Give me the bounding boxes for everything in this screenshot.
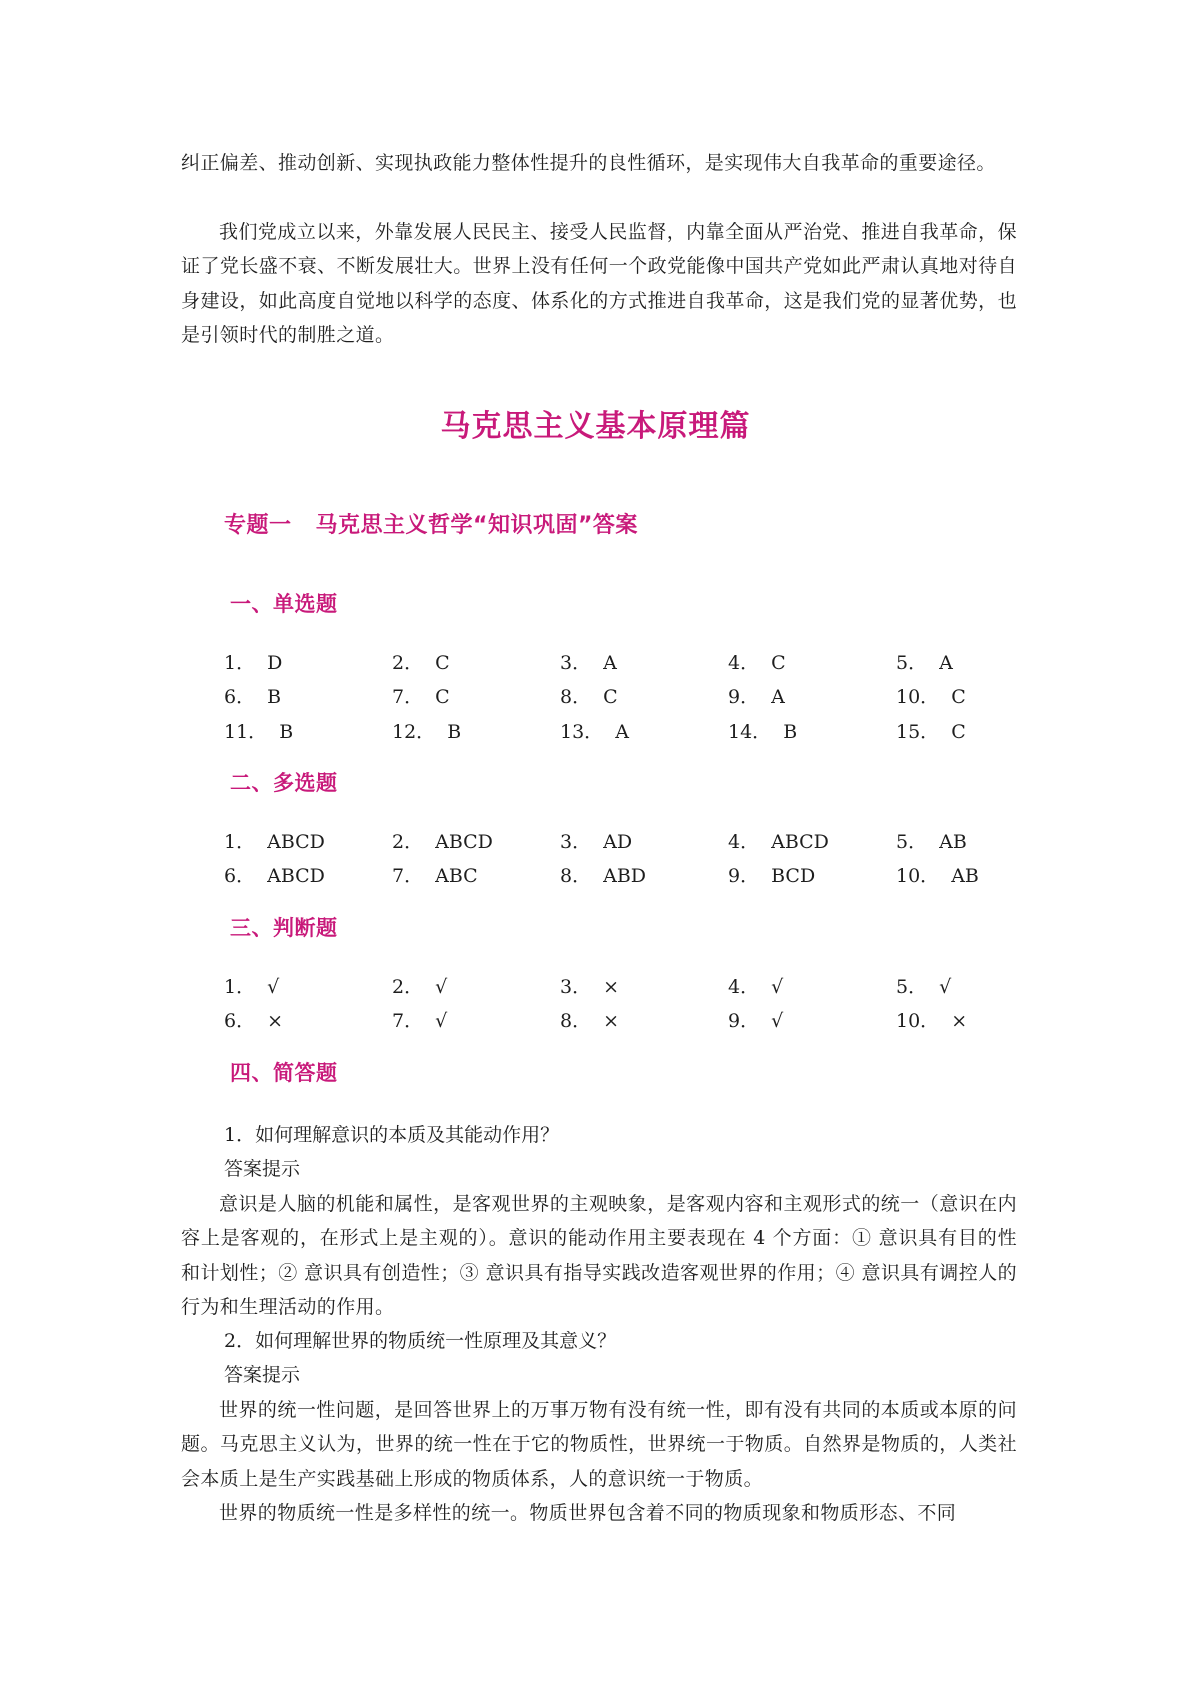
answer-item	[896, 825, 1056, 859]
answer-item	[896, 859, 1056, 893]
answer-number: 6．	[224, 686, 256, 709]
short-answer-2: 世界的统一性问题，是回答世界上的万事万物有没有统一性，即有没有共同的本质或本原的问题。马克思主义认为，世界的统一性在于它的物质性，世界统一于物质。自然界是物质的，人类社会本质上是生产实践基础上形成的物质体系，人的意识统一于物质。	[181, 1399, 1017, 1490]
intro-paragraph-1: 纠正偏差、推动创新、实现执政能力整体性提升的良性循环，是实现伟大自我革命的重要途径。	[181, 152, 996, 174]
answer-item	[392, 646, 552, 680]
answer-number: 4．	[728, 831, 760, 853]
answer-hint-1: 答案提示	[224, 1158, 301, 1180]
short-question-2: 2．如何理解世界的物质统一性原理及其意义？	[224, 1330, 617, 1352]
answer-value: √	[771, 1010, 784, 1033]
answer-row	[224, 970, 1014, 1004]
answer-number: 3．	[560, 831, 592, 853]
answer-item	[560, 680, 720, 714]
answer-item	[392, 970, 552, 1004]
answer-number: 6．	[224, 865, 256, 888]
answer-item	[392, 715, 552, 749]
answer-number: 5．	[896, 976, 928, 998]
answer-hint-2: 答案提示	[224, 1364, 301, 1386]
answer-number: 7．	[392, 865, 424, 888]
answer-number: 1．	[224, 831, 256, 853]
answer-value: √	[939, 976, 952, 998]
short-question-1: 1．如何理解意识的本质及其能动作用？	[224, 1124, 560, 1146]
answer-item	[728, 1004, 888, 1038]
answer-item	[728, 859, 888, 893]
answer-number: 3．	[560, 976, 592, 998]
answer-item	[392, 1004, 552, 1038]
answer-value: ABCD	[435, 831, 493, 853]
single-choice-answers	[224, 646, 1014, 749]
section-title-short-answer: 四、简答题	[230, 1061, 338, 1085]
answer-number: 7．	[392, 686, 424, 709]
answer-value: ABCD	[267, 831, 325, 853]
answer-number: 1．	[224, 652, 256, 674]
answer-value: B	[447, 720, 462, 743]
section-title-multiple-choice: 二、多选题	[230, 771, 338, 795]
answer-value: A	[615, 720, 629, 743]
answer-item	[560, 646, 720, 680]
answer-row	[224, 825, 1014, 859]
answer-value: C	[603, 686, 618, 709]
answer-value: C	[951, 686, 966, 709]
answer-item	[224, 859, 384, 893]
answer-number: 9．	[728, 865, 760, 888]
topic-label: 专题一	[224, 513, 292, 538]
answer-item	[560, 859, 720, 893]
section-title-true-false: 三、判断题	[230, 916, 338, 940]
answer-value: BCD	[771, 865, 816, 888]
answer-item	[224, 1004, 384, 1038]
answer-value: ×	[951, 1010, 968, 1033]
answer-item	[728, 680, 888, 714]
answer-value: AB	[939, 831, 967, 853]
answer-number: 7．	[392, 1010, 424, 1033]
answer-number: 3．	[560, 652, 592, 674]
topic-title	[224, 508, 638, 539]
answer-value: C	[435, 652, 450, 674]
answer-item	[224, 646, 384, 680]
multiple-choice-answers	[224, 825, 1014, 894]
answer-number: 9．	[728, 686, 760, 709]
answer-number: 8．	[560, 865, 592, 888]
answer-row	[224, 859, 1014, 893]
answer-row	[224, 680, 1014, 714]
answer-value: B	[279, 720, 294, 743]
answer-value: A	[603, 652, 617, 674]
answer-number: 10．	[896, 865, 940, 888]
answer-value: B	[267, 686, 282, 709]
answer-item	[896, 970, 1056, 1004]
answer-number: 2．	[392, 831, 424, 853]
answer-number: 10．	[896, 1010, 940, 1033]
answer-item	[560, 1004, 720, 1038]
answer-value: √	[771, 976, 784, 998]
answer-value: ×	[603, 1010, 620, 1033]
answer-item	[896, 1004, 1056, 1038]
answer-row	[224, 1004, 1014, 1038]
answer-value: B	[783, 720, 798, 743]
answer-number: 4．	[728, 976, 760, 998]
answer-value: AD	[603, 831, 633, 853]
answer-number: 11．	[224, 720, 268, 743]
true-false-answers	[224, 970, 1014, 1039]
answer-number: 6．	[224, 1010, 256, 1033]
answer-value: √	[435, 1010, 448, 1033]
answer-value: A	[939, 652, 953, 674]
answer-value: ABCD	[267, 865, 325, 888]
answer-item	[392, 859, 552, 893]
answer-item	[560, 825, 720, 859]
answer-item	[224, 970, 384, 1004]
answer-value: C	[951, 720, 966, 743]
topic-name: 马克思主义哲学“知识巩固”答案	[315, 513, 638, 538]
answer-value: ×	[267, 1010, 284, 1033]
short-answer-2-continued: 世界的物质统一性是多样性的统一。物质世界包含着不同的物质现象和物质形态、不同	[219, 1502, 957, 1524]
answer-item	[392, 825, 552, 859]
answer-value: ABC	[435, 865, 478, 888]
answer-value: C	[771, 652, 786, 674]
answer-item	[224, 825, 384, 859]
answer-value: ABCD	[771, 831, 829, 853]
section-title-single-choice: 一、单选题	[230, 592, 338, 616]
answer-item	[392, 680, 552, 714]
answer-item	[224, 680, 384, 714]
answer-number: 8．	[560, 1010, 592, 1033]
answer-value: √	[435, 976, 448, 998]
answer-number: 14．	[728, 720, 772, 743]
answer-item	[560, 970, 720, 1004]
answer-number: 5．	[896, 652, 928, 674]
answer-value: C	[435, 686, 450, 709]
answer-item	[560, 715, 720, 749]
answer-row	[224, 715, 1014, 749]
answer-number: 2．	[392, 976, 424, 998]
answer-item	[728, 715, 888, 749]
part-title: 马克思主义基本原理篇	[440, 409, 751, 444]
answer-item	[896, 715, 1056, 749]
answer-value: ABD	[603, 865, 647, 888]
answer-number: 10．	[896, 686, 940, 709]
answer-number: 2．	[392, 652, 424, 674]
answer-value: A	[771, 686, 785, 709]
answer-item	[728, 646, 888, 680]
answer-number: 8．	[560, 686, 592, 709]
short-answer-1: 意识是人脑的机能和属性，是客观世界的主观映象，是客观内容和主观形式的统一（意识在内容上是客观的，在形式上是主观的）。意识的能动作用主要表现在 4 个方面：① 意识具有目的性和计划性；② 意识具有创造性；③ 意识具有指导实践改造客观世界的作用；④ 意识具有调控人的行为和生理活动的作用。	[181, 1193, 1017, 1318]
answer-item	[728, 825, 888, 859]
answer-number: 9．	[728, 1010, 760, 1033]
answer-number: 12．	[392, 720, 436, 743]
answer-item	[896, 680, 1056, 714]
answer-number: 15．	[896, 720, 940, 743]
answer-item	[224, 715, 384, 749]
answer-item	[896, 646, 1056, 680]
answer-value: D	[267, 652, 283, 674]
answer-row	[224, 646, 1014, 680]
answer-number: 1．	[224, 976, 256, 998]
intro-paragraph-2: 我们党成立以来，外靠发展人民民主、接受人民监督，内靠全面从严治党、推进自我革命，保证了党长盛不衰、不断发展壮大。世界上没有任何一个政党能像中国共产党如此严肃认真地对待自身建设，如此高度自觉地以科学的态度、体系化的方式推进自我革命，这是我们党的显著优势，也是引领时代的制胜之道。	[181, 221, 1017, 346]
answer-number: 4．	[728, 652, 760, 674]
answer-item	[728, 970, 888, 1004]
answer-value: AB	[951, 865, 979, 888]
answer-number: 5．	[896, 831, 928, 853]
answer-number: 13．	[560, 720, 604, 743]
answer-value: √	[267, 976, 280, 998]
answer-value: ×	[603, 976, 620, 998]
